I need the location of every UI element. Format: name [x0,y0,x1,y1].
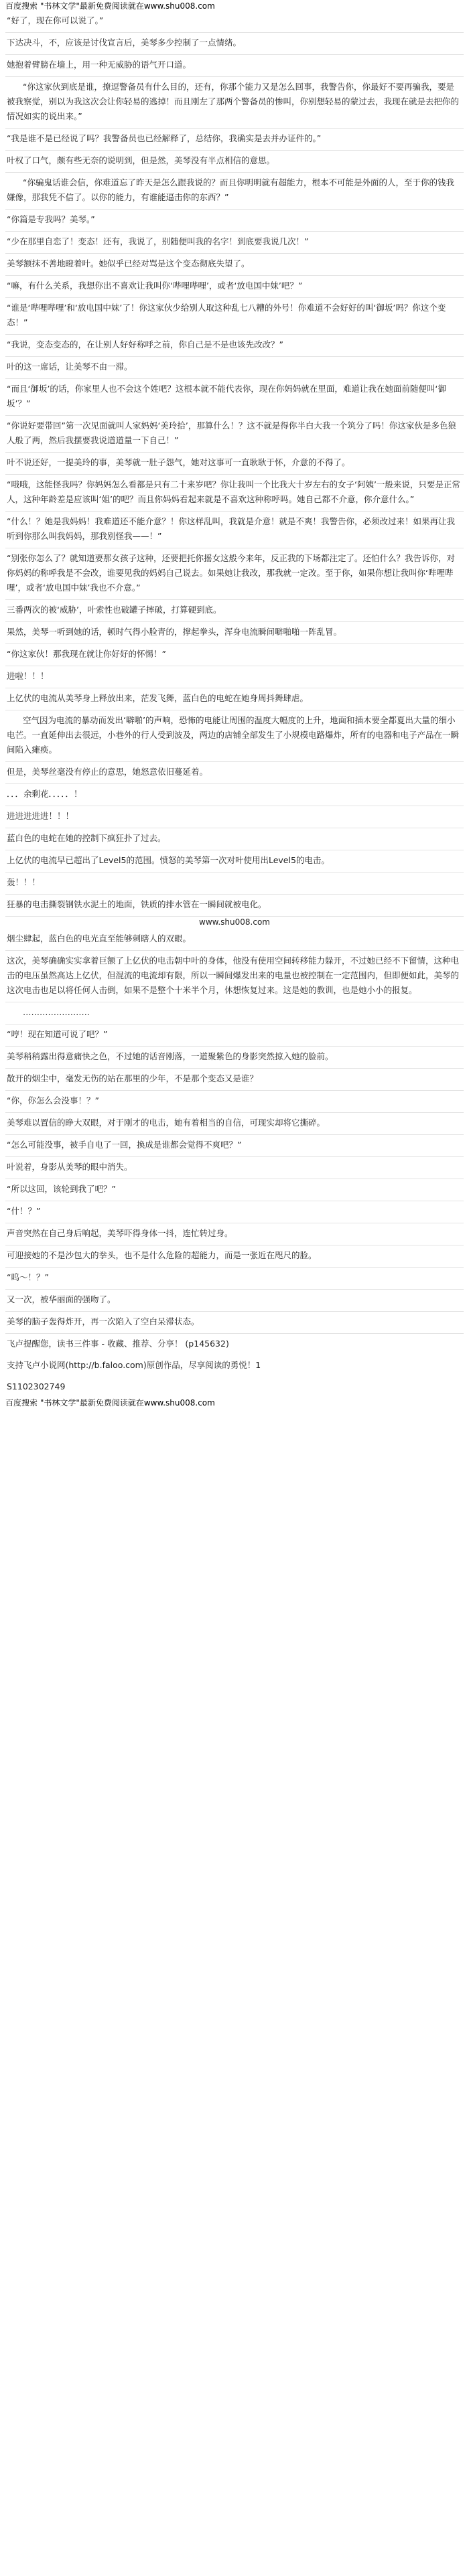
paragraph: “少在那里自恋了！变态！还有，我说了，别随便叫我的名字！到底要我说几次！” [5,232,464,254]
share-reminder: 飞卢提醒您，读书三件事 - 收藏、推荐、分享！ (p145632) [7,1339,229,1349]
paragraph: 蓝白色的电蛇在她的控制下疯狂扑了过去。 [5,828,464,850]
paragraph: “别张你怎么了？就知道要那女孩子这种，还要把托你摇女这般今来年，反正我的下场都注定了。还怕什么？我告诉你，对你妈妈的称呼我是不会改，谁要见我的妈妈自己说去。如果她让我改，那我就一定改。至于你，如果你想让我叫你‘哔哩哔哩’，或者‘放电国中妹’我也不介意。” [5,548,464,600]
paragraph: 散开的烟尘中，毫发无伤的站在那里的少年，不是那个变态又是谁？ [5,1069,464,1091]
paragraph: 叶不说还好，一提美玲的事，美琴就一肚子怨气，她对这事可一直耿耿于怀，介意的不得了。 [5,453,464,475]
paragraph: 狂暴的电击撕裂钢铁水泥土的地面，铁质的排水管在一瞬间就被电化。 [5,895,464,917]
paragraph: “好了，现在你可以说了。” [5,11,464,33]
paragraph: “你这家伙！那我现在就让你好好的怀惕！” [5,644,464,666]
paragraph: “我是谁不是已经说了吗？我警备员也已经解释了，总结你，我确实是去并办证件的。” [5,129,464,151]
paragraph: “而且‘御坂’的话，你家里人也不会这个姓吧？这根本就不能代表你，现在你妈妈就在里面，难道让我在她面前随便叫‘御坂’？” [5,379,464,416]
paragraph: “什么！？她是我妈妈！我难道还不能介意？！你这样乱叫，我就是介意！就是不爽！我警告你，必须改过来！如果再让我听到你那么叫我妈妈，那我别怪我——！” [5,512,464,548]
paragraph: 美琴稍稍露出得意痛快之色，不过她的话音刚落，一道聚紫色的身影突然掠入她的脸前。 [5,1047,464,1069]
paragraph: 但是，美琴丝毫没有停止的意思，她怒意依旧蔓延着。 [5,762,464,784]
paragraph: 可迎接她的不是沙包大的拳头，也不是什么危险的超能力，而是一张近在咫尺的脸。 [5,1245,464,1268]
paragraph: “怎么可能没事，被手自电了一回，换成是谁都会觉得不爽吧？” [5,1135,464,1157]
footer-banner: 百度搜索 "书林文学"最新免费阅读就在www.shu008.com [5,1398,215,1408]
paragraph: “嘛，有什么关系，我想你出不喜欢让我叫你‘哔哩哔哩’，或者‘放电国中妹’吧？” [5,276,464,298]
document-code: S1102302749 [7,1381,66,1391]
paragraph: “哼！现在知道可说了吧？” [5,1025,464,1047]
paragraph: “谁是‘哔哩哔哩’和‘放电国中妹’了！你这家伙少给别人取这种乱七八糟的外号！你难道不会好好的叫‘御坂’吗？你这个变态！” [5,298,464,335]
paragraph: “什！？” [5,1201,464,1223]
paragraph: 美琴难以置信的睁大双眼，对于刚才的电击，她有着相当的自信，可现实却将它撕碎。 [5,1113,464,1135]
paragraph: 轰！！！ [5,873,464,895]
paragraph: 进啦！！！ [5,666,464,688]
paragraph: 她抱着臂膀在墙上，用一种无威胁的语气开口道。 [5,55,464,77]
paragraph: “你篇是专我吗？美琴。” [5,210,464,232]
paragraph: 果然，美琴一听到她的话，顿时气得小脸青的，撑起拳头，浑身电流瞬间噼啪啪一阵乱冒。 [5,622,464,644]
paragraph: 上亿伏的电流早已超出了Level5的范围。愤怒的美琴第一次对叶使用出Level5的电击。 [5,850,464,873]
support-notice: 支持飞卢小说网(http://b.faloo.com)原创作品，尽享阅读的勇悦！1 [7,1360,261,1370]
paragraph: “所以这回，该轮到我了吧？” [5,1179,464,1201]
paragraph: 空气因为电流的暴动而发出‘噼啪’的声响，恐怖的电能让周围的温度大幅度的上升，地面和插木要全都夏出大量的细小电芒。一直延伸出去很远，小巷外的行人受到波及，两边的店铺全部发生了小规模电路爆炸，所有的电器和电子产品在一瞬间陷入瘫痪。 [5,710,464,762]
header-banner: 百度搜索 "书林文学"最新免费阅读就在www.shu008.com [5,1,215,11]
paragraph: 叶权了口气，颇有些无奈的说明到，但是然，美琴没有半点相信的意思。 [5,151,464,173]
paragraph: “你这家伙到底是谁，撩逗警备员有什么目的，还有，你那个能力又是怎么回事，我警告你，你最好不要再骗我，要是被我察觉，别以为我这次会让你轻易的逃掉！而且刚左了那两个警备员的惨叫，你别想轻易的蒙过去，我现在就是去把你的情况如实的说出来。” [5,77,464,129]
paragraph: 进进进进进！！！ [5,806,464,828]
paragraph: 又一次，被华丽面的强吻了。 [5,1290,464,1312]
paragraph: 烟尘肆起，蓝白色的电光直至能够刺瞎人的双眼。 [5,929,464,951]
site-url: www.shu008.com [199,917,270,927]
paragraph: ．．．余剩花．．．．．！ [5,784,464,806]
paragraph: 声音突然在自己身后响起，美琴吓得身体一抖，连忙转过身。 [5,1223,464,1245]
paragraph: “你，你怎么会没事！？” [5,1091,464,1113]
paragraph: 叶的这一席话，让美琴不由一滞。 [5,357,464,379]
paragraph: “你骗鬼话谁会信，你难道忘了昨天是怎么跟我说的？而且你明明就有超能力，根本不可能是外面的人，至于你的钱我嫌像，那我凭不信了。以你的能力，有谁能逼击你的东西？” [5,173,464,210]
paragraph-list [5,11,464,1334]
paragraph: 美琴的脑子轰得炸开，再一次陷入了空白呆滞状态。 [5,1312,464,1334]
paragraph: “呜～！？” [5,1268,464,1290]
paragraph: “哦哦，这能怪我吗？你妈妈怎么看都是只有二十来岁吧？你让我叫一个比我大十岁左右的女子‘阿姨’一般来说，只要是正常人，这种年龄差是应该叫‘姐’的吧？而且你妈妈看起来就是不喜欢这种称呼吗。她自己都不介意，你介意什么。” [5,475,464,512]
paragraph: “我说，变态变态的，在让别人好好称呼之前，你自己是不是也该先改改？” [5,335,464,357]
paragraph: 这次，美琴确确实实拿着巨额了上亿伏的电击朝中叶的身体，他没有使用空间转移能力躲开，不过她已经不下留情，这种电击的电压虽然高达上亿伏，但混流的电流却有限，所以一瞬间爆发出来的电量也被控制在一定范围内，但即便如此，美琴的这次电击也足以将任何人击倒，如果不是整个十米半个月，休想恢复过来。这是她的教训，也是她小小的报复。 [5,951,464,1002]
paragraph: 下达决斗，不，应该是讨伐宣言后，美琴多少控制了一点情绪。 [5,33,464,55]
paragraph: …………………… [5,1002,464,1025]
paragraph: “你说好要带回”第一次见面就叫人家妈妈‘美玲拾’，那算什么！？这不就是得你半白大我一个筑分了吗！你这家伙是多色狼人般了两，然后我摆要我说道道量一下自己！” [5,416,464,453]
paragraph: 上亿伏的电流从美琴身上释放出来，茫发飞舞，蓝白色的电蛇在她身周抖舞肆虐。 [5,688,464,710]
paragraph: 叶说着，身影从美琴的眼中消失。 [5,1157,464,1179]
paragraph: 美琴额抹不善地瞪着叶。她似乎已经对骂是这个变态彻底失望了。 [5,254,464,276]
paragraph: 三番两次的被‘威胁’，叶索性也破罐子摔破，打算硬到底。 [5,600,464,622]
